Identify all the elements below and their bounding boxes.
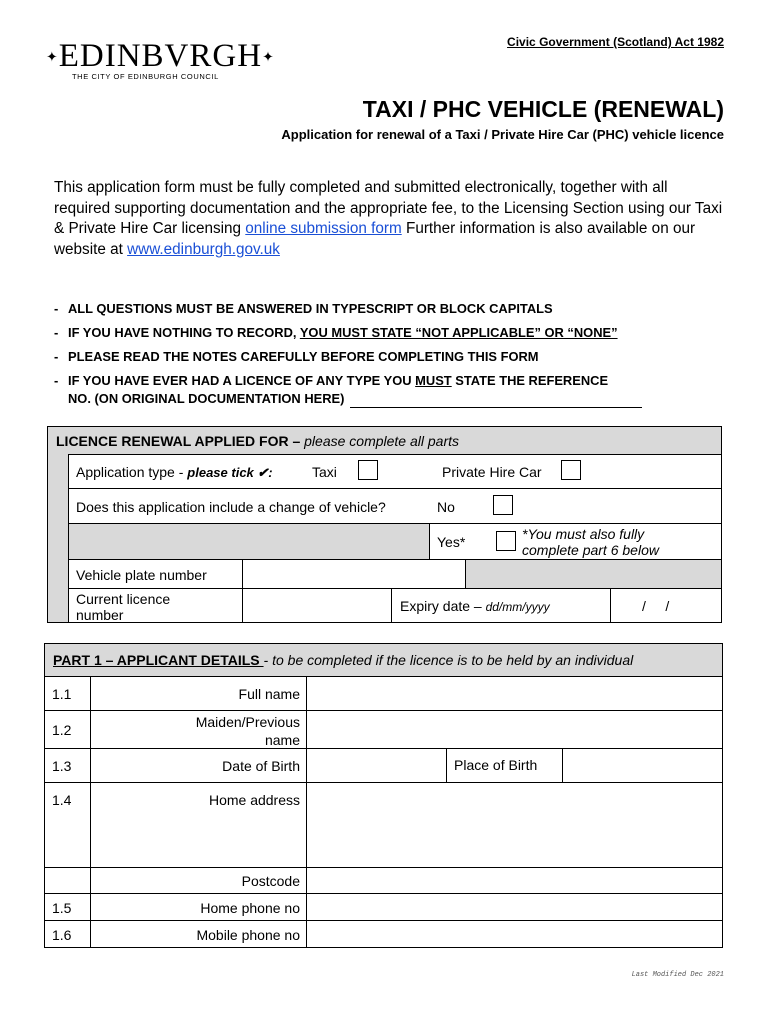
renewal-heading [56, 433, 459, 449]
home-address-label: Home address [208, 792, 300, 808]
place-of-birth-label-cell [446, 748, 563, 783]
part1-heading-text: PART 1 – APPLICANT DETAILS [53, 652, 264, 668]
online-submission-link[interactable]: online submission form [245, 220, 402, 237]
plate-row-spacer [465, 559, 722, 589]
intro-text-2: Further information is also available on our website at [54, 220, 696, 258]
plate-label: Vehicle plate number [76, 567, 207, 583]
row-label-cell [90, 710, 307, 749]
instruction-text: PLEASE READ THE NOTES CAREFULLY BEFORE COMPLETING THIS FORM [68, 349, 539, 364]
part1-heading-note: - to be completed if the licence is to be held by an individual [263, 652, 634, 668]
app-type-label-text: Application type - [76, 464, 188, 480]
instructions-list [54, 300, 734, 414]
reference-number-field[interactable] [350, 395, 642, 408]
page-subtitle: Application for renewal of a Taxi / Private Hire Car (PHC) vehicle licence [281, 127, 724, 142]
row-label-cell [90, 676, 307, 711]
change-vehicle-label: Does this application include a change of vehicle? [76, 499, 386, 515]
home-address-field[interactable] [306, 782, 723, 868]
logo-text: EDINBVRGH [58, 38, 263, 74]
yes-label: Yes* [437, 534, 466, 550]
renewal-heading-note: please complete all parts [304, 433, 460, 449]
expiry-label-text: Expiry date – [400, 598, 486, 614]
yes-note: *You must also fully complete part 6 below [522, 526, 659, 558]
current-licence-field[interactable] [242, 588, 392, 623]
plate-number-field[interactable] [242, 559, 466, 589]
website-link[interactable]: www.edinburgh.gov.uk [127, 240, 280, 258]
row-number-cell [44, 920, 91, 948]
logo-star-right-icon: ✦ [262, 50, 275, 66]
application-type-label [76, 464, 273, 481]
instruction-item: - ALL QUESTIONS MUST BE ANSWERED IN TYPESCRIPT OR BLOCK CAPITALS [54, 301, 553, 316]
expiry-date-field[interactable]: / / [642, 598, 670, 614]
part1-table [44, 676, 723, 948]
row-number: 1.2 [52, 722, 72, 738]
row-number-cell [44, 782, 91, 868]
dob-field[interactable] [306, 748, 447, 783]
instruction-text: IF YOU HAVE NOTHING TO RECORD, [68, 325, 300, 340]
yes-row-spacer [68, 523, 430, 560]
row-number-cell [44, 710, 91, 749]
instruction-text: STATE THE REFERENCE [451, 373, 609, 388]
instruction-item: - IF YOU HAVE EVER HAD A LICENCE OF ANY TYPE YOU MUST STATE THE REFERENCE NO. (ON ORIGINAL DOCUMENTATION HERE) [54, 372, 734, 408]
row-number: 1.4 [52, 792, 72, 808]
instruction-item: - PLEASE READ THE NOTES CAREFULLY BEFORE COMPLETING THIS FORM [54, 349, 539, 364]
no-checkbox[interactable] [493, 495, 513, 515]
mobile-phone-field[interactable] [306, 920, 723, 948]
instruction-item: - IF YOU HAVE NOTHING TO RECORD, YOU MUST STATE “NOT APPLICABLE” OR “NONE” [54, 325, 618, 340]
maiden-name-label: Maiden/Previous name [195, 714, 300, 748]
phc-checkbox[interactable] [561, 460, 581, 480]
row-label-cell [90, 748, 307, 783]
instruction-text: IF YOU HAVE EVER HAD A LICENCE OF ANY TYPE YOU [68, 373, 416, 388]
postcode-field[interactable] [306, 867, 723, 894]
phc-label: Private Hire Car [442, 464, 542, 480]
expiry-format: dd/mm/yyyy [485, 600, 550, 614]
row-number: 1.1 [52, 686, 72, 702]
logo-subtitle: THE CITY OF EDINBURGH COUNCIL [72, 72, 219, 81]
row-label-cell [90, 782, 307, 868]
current-licence-label-cell [68, 588, 243, 623]
plate-label-cell [68, 559, 243, 589]
row-label-cell [90, 867, 307, 894]
mobile-phone-label: Mobile phone no [196, 927, 300, 943]
home-phone-field[interactable] [306, 893, 723, 921]
row-number: 1.6 [52, 927, 72, 943]
row-label-cell [90, 893, 307, 921]
renewal-heading-text: LICENCE RENEWAL APPLIED FOR – [56, 433, 305, 449]
instruction-underlined: MUST [415, 373, 452, 388]
council-logo [46, 38, 275, 76]
row-number-cell [44, 748, 91, 783]
instruction-underlined: YOU MUST STATE “NOT APPLICABLE” OR “NONE” [299, 325, 618, 340]
logo-star-left-icon: ✦ [46, 50, 59, 66]
taxi-label: Taxi [312, 464, 337, 480]
intro-paragraph [54, 178, 724, 260]
page-title: TAXI / PHC VEHICLE (RENEWAL) [362, 96, 724, 122]
row-number: 1.3 [52, 758, 72, 774]
expiry-divider [610, 588, 612, 623]
app-type-note: please tick ✔: [187, 465, 273, 480]
part1-heading [53, 652, 633, 668]
yes-checkbox[interactable] [496, 531, 516, 551]
instruction-text: NO. (ON ORIGINAL DOCUMENTATION HERE) [68, 391, 345, 406]
postcode-label: Postcode [241, 873, 300, 889]
full-name-field[interactable] [306, 676, 723, 711]
expiry-date-cell [391, 588, 722, 623]
change-vehicle-row [68, 488, 722, 524]
place-of-birth-field[interactable] [562, 748, 723, 783]
act-reference: Civic Government (Scotland) Act 1982 [507, 35, 724, 49]
expiry-label [400, 598, 550, 614]
row-number-cell [44, 893, 91, 921]
taxi-checkbox[interactable] [358, 460, 378, 480]
application-type-row [68, 454, 722, 489]
maiden-name-field[interactable] [306, 710, 723, 749]
part1-heading-bar [44, 643, 723, 677]
dob-label: Date of Birth [222, 758, 300, 774]
home-phone-label: Home phone no [200, 900, 300, 916]
intro-text-1: This application form must be fully completed and submitted electronically, together with all required supporting documentation and the appropriate fee, to the Licensing Section using our Taxi & Private Hire Car licensing [54, 179, 723, 237]
no-label: No [437, 499, 455, 515]
row-number: 1.5 [52, 900, 72, 916]
yes-row [429, 523, 722, 560]
row-label-cell [90, 920, 307, 948]
instruction-text: ALL QUESTIONS MUST BE ANSWERED IN TYPESCRIPT OR BLOCK CAPITALS [68, 301, 553, 316]
row-number-cell [44, 867, 91, 894]
full-name-label: Full name [238, 686, 300, 702]
place-of-birth-label: Place of Birth [454, 757, 538, 773]
last-modified-note: Last Modified Dec 2021 [631, 971, 724, 979]
current-licence-label: Current licence number [76, 591, 171, 623]
row-number-cell [44, 676, 91, 711]
